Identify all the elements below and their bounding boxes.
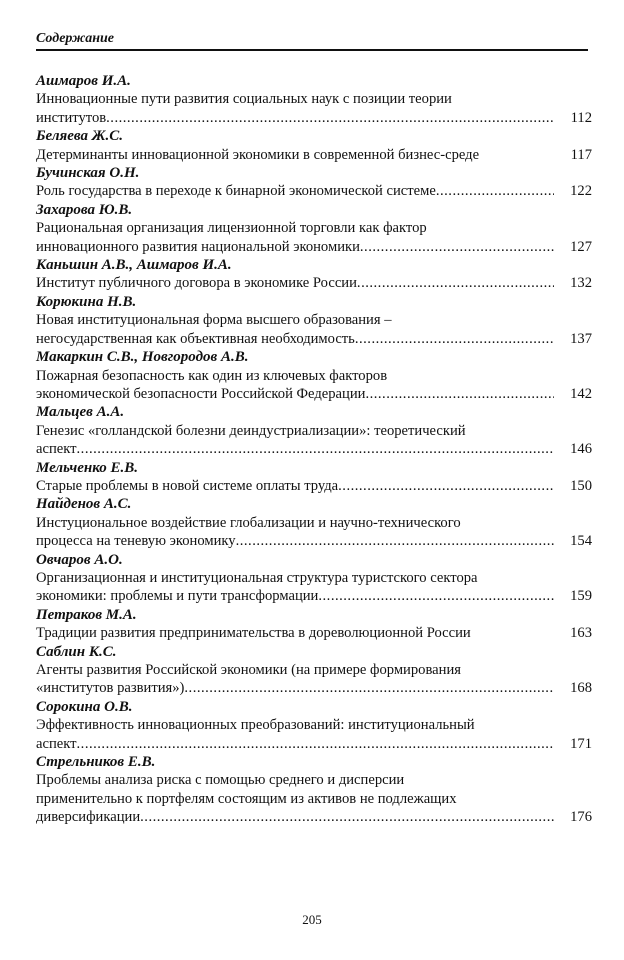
- toc-entry: [36, 698, 592, 753]
- running-header: [36, 30, 588, 51]
- toc-entry: [36, 606, 592, 643]
- toc-title-line: Роль государства в переходе к бинарной экономической системе: [36, 183, 436, 200]
- toc-title-line: Старые проблемы в новой системе оплаты труда: [36, 477, 339, 494]
- dot-leader: [77, 440, 554, 458]
- toc-entry: [36, 495, 592, 550]
- toc-title-line: экономической безопасности Российской Федерации: [36, 385, 366, 402]
- toc-entry: [36, 643, 592, 698]
- toc-page-number: 154: [570, 533, 592, 550]
- dot-leader: [338, 477, 554, 495]
- toc-title-line: Агенты развития Российской экономики (на примере формирования: [36, 662, 461, 678]
- toc-author: Каньшин А.В., Ашмаров И.А.: [36, 257, 232, 274]
- toc-entry: [36, 256, 592, 293]
- toc-author: Овчаров А.О.: [36, 551, 123, 568]
- toc-entry: [36, 164, 592, 201]
- toc-title-last-line: [36, 385, 592, 403]
- dot-leader: [106, 109, 554, 127]
- toc-page-number: 159: [570, 588, 592, 605]
- toc-author: Бучинская О.Н.: [36, 165, 140, 182]
- toc-title-line: «институтов развития»): [36, 680, 185, 697]
- toc-title-last-line: [36, 808, 592, 826]
- toc-entry: [36, 201, 592, 256]
- toc-title-line: Рациональная организация лицензионной торговли как фактор: [36, 220, 427, 237]
- dot-leader: [236, 532, 554, 550]
- toc-title-last-line: [36, 477, 592, 495]
- toc-title-line: Проблемы анализа риска с помощью среднего и дисперсии: [36, 772, 405, 789]
- toc-page-number: 112: [570, 109, 592, 126]
- toc-title-line: Новая институциональная форма высшего образования –: [36, 312, 392, 329]
- toc-title-last-line: [36, 679, 592, 697]
- toc-title-last-line: [36, 624, 592, 642]
- toc-page-number: 146: [570, 441, 592, 458]
- dot-leader: [436, 182, 554, 200]
- toc-title-line: Генезис «голландской болезни деиндустриализации»: теоретический: [36, 422, 466, 439]
- toc-page-number: 137: [570, 330, 592, 347]
- toc-author: Ашмаров И.А.: [36, 73, 131, 89]
- toc-title-line: применительно к портфелям состоящим из активов не подлежащих: [36, 790, 457, 807]
- dot-leader: [318, 587, 554, 605]
- dot-leader: [357, 274, 554, 292]
- dot-leader: [360, 238, 554, 256]
- page-number: 205: [302, 912, 322, 927]
- toc-page-number: 127: [570, 238, 592, 255]
- toc-author: Мельченко Е.В.: [36, 459, 139, 476]
- toc-page-number: 150: [570, 477, 592, 494]
- toc-title-last-line: [36, 587, 592, 605]
- header-rule: [36, 49, 588, 51]
- toc-page-number: 122: [570, 183, 592, 200]
- toc-title-line: аспект: [36, 735, 77, 752]
- toc-title-last-line: [36, 330, 592, 348]
- dot-leader: [365, 385, 554, 403]
- toc-entry: [36, 459, 592, 496]
- toc-title-line: Эффективность инновационных преобразований: институциональный: [36, 717, 475, 734]
- toc-page-number: 142: [570, 385, 592, 402]
- toc-title-line: Организационная и институциональная структура туристского сектора: [36, 569, 478, 586]
- toc-title-line: Традиции развития предпринимательства в дореволюционной России: [36, 625, 471, 642]
- toc-title-line: экономики: проблемы и пути трансформации: [36, 588, 319, 605]
- toc-title-line: процесса на теневую экономику: [36, 533, 236, 550]
- toc-title-line: Инновационные пути развития социальных наук с позиции теории: [36, 91, 452, 108]
- toc-title-last-line: [36, 735, 592, 753]
- toc-page-number: 132: [570, 275, 592, 292]
- toc-title-last-line: [36, 238, 592, 256]
- toc-page-number: 168: [570, 680, 592, 697]
- dot-leader: [184, 679, 554, 697]
- dot-leader: [140, 808, 554, 826]
- toc-entry: [36, 127, 592, 164]
- toc-title-line: диверсификации: [36, 809, 141, 826]
- toc-title-last-line: [36, 274, 592, 292]
- toc-title-last-line: [36, 532, 592, 550]
- toc-author: Сорокина О.В.: [36, 698, 133, 715]
- toc-entry: [36, 403, 592, 458]
- toc-page-number: 176: [570, 809, 592, 826]
- dot-leader: [355, 330, 554, 348]
- toc-author: Мальцев А.А.: [36, 404, 125, 421]
- toc-title-line: аспект: [36, 441, 77, 458]
- table-of-contents: [36, 72, 592, 827]
- toc-author: Петраков М.А.: [36, 606, 137, 623]
- toc-title-last-line: [36, 440, 592, 458]
- toc-author: Саблин К.С.: [36, 643, 117, 660]
- toc-page-number: 117: [570, 146, 592, 163]
- toc-title-line: негосударственная как объективная необходимость: [36, 330, 355, 347]
- toc-entry: [36, 72, 592, 127]
- dot-leader: [77, 735, 554, 753]
- toc-title-line: инновационного развития национальной экономики: [36, 238, 360, 255]
- toc-author: Захарова Ю.В.: [36, 201, 133, 218]
- toc-entry: [36, 293, 592, 348]
- toc-author: Стрельников Е.В.: [36, 754, 156, 771]
- toc-entry: [36, 551, 592, 606]
- toc-entry: [36, 753, 592, 827]
- toc-title-line: Детерминанты инновационной экономики в современной бизнес-среде: [36, 146, 480, 163]
- toc-title-line: Инстуциональное воздействие глобализации и научно-технического: [36, 514, 461, 531]
- toc-title-last-line: [36, 182, 592, 200]
- toc-page-number: 163: [570, 625, 592, 642]
- toc-title-line: Институт публичного договора в экономике России: [36, 275, 357, 292]
- toc-author: Макаркин С.В., Новгородов А.В.: [36, 349, 249, 366]
- toc-entry: [36, 348, 592, 403]
- toc-title-last-line: [36, 109, 592, 127]
- toc-author: Корюкина Н.В.: [36, 293, 137, 310]
- toc-title-line: институтов: [36, 109, 107, 126]
- toc-author: Найденов А.С.: [36, 496, 132, 513]
- toc-author: Беляева Ж.С.: [36, 128, 124, 145]
- toc-title-last-line: [36, 146, 592, 164]
- toc-page-number: 171: [570, 735, 592, 752]
- header-title: Содержание: [36, 31, 114, 46]
- toc-title-line: Пожарная безопасность как один из ключевых факторов: [36, 367, 388, 384]
